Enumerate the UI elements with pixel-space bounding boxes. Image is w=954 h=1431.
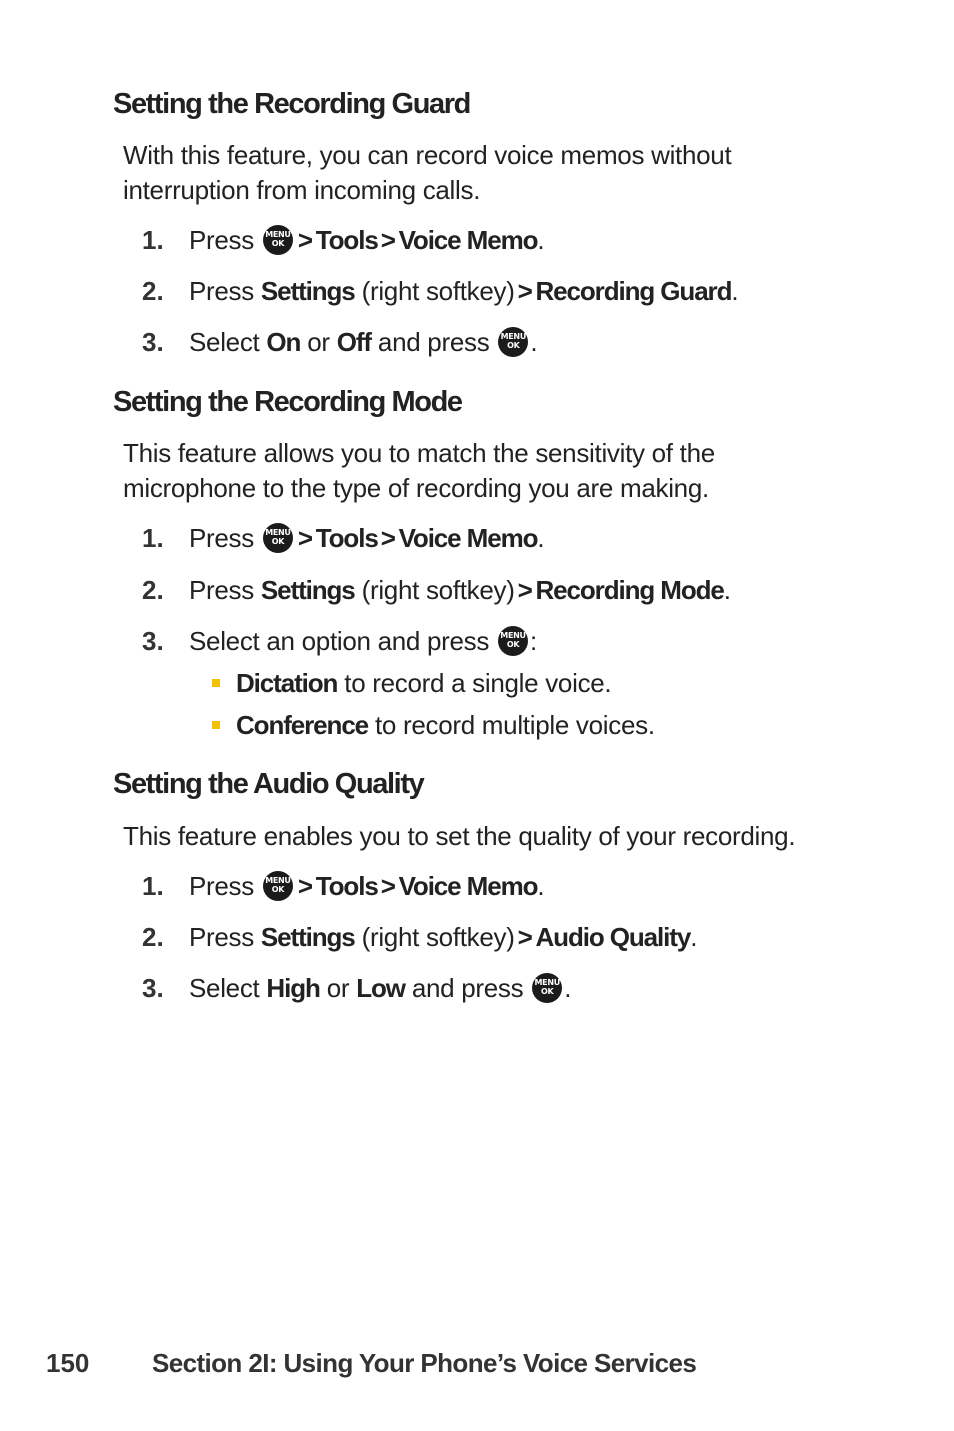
softkey-note: (right softkey) (361, 575, 515, 605)
step-text: Press (189, 575, 254, 605)
step-text: Select (189, 973, 260, 1003)
step-number: 1. (142, 871, 164, 901)
option-on: On (266, 327, 301, 357)
option-conference: Conference (236, 710, 369, 740)
menu-tools: Tools (315, 225, 378, 255)
step-1: 1. Press MENU OK > Tools > Voice Memo. (142, 871, 545, 901)
step-3: 3. Select On or Off and press MENU OK . (142, 327, 538, 357)
step-number: 2. (142, 276, 164, 306)
option-dictation: Dictation (236, 668, 338, 698)
intro-line: interruption from incoming calls. (123, 175, 481, 205)
intro-recording-mode (123, 436, 903, 506)
step-text: Select (189, 327, 260, 357)
step-3: 3. Select an option and press MENU OK : (142, 626, 537, 656)
bullet-item (0, 668, 954, 702)
menu-recording-mode: Recording Mode (535, 575, 724, 605)
step-number: 1. (142, 225, 164, 255)
step-number: 2. (142, 575, 164, 605)
option-high: High (266, 973, 320, 1003)
menu-ok-key-icon: MENU OK (498, 626, 528, 656)
section-title: Section 2I: Using Your Phone’s Voice Services (152, 1348, 697, 1378)
menu-voice-memo: Voice Memo (398, 225, 538, 255)
menu-voice-memo: Voice Memo (398, 871, 538, 901)
step-number: 3. (142, 327, 164, 357)
step-number: 2. (142, 922, 164, 952)
softkey-note: (right softkey) (361, 922, 515, 952)
step-text: Select an option and press (189, 626, 490, 656)
softkey-note: (right softkey) (361, 276, 515, 306)
menu-ok-key-icon: MENU OK (263, 871, 293, 901)
bullet-square-icon (212, 679, 220, 687)
menu-settings: Settings (260, 922, 355, 952)
heading-recording-mode: Setting the Recording Mode (113, 386, 462, 418)
step-1: 1. Press MENU OK > Tools > Voice Memo. (142, 225, 545, 255)
menu-ok-key-icon: MENU OK (263, 523, 293, 553)
chevron-separator: > (297, 871, 313, 901)
chevron-separator: > (517, 575, 533, 605)
page-number: 150 (46, 1348, 90, 1378)
bullet-item (0, 710, 954, 744)
intro-line: With this feature, you can record voice memos without (123, 140, 732, 170)
menu-audio-quality: Audio Quality (535, 922, 691, 952)
step-2: 2. Press Settings (right softkey) > Recording Mode. (142, 575, 731, 605)
page-footer (0, 1348, 954, 1384)
step-text: Press (189, 922, 254, 952)
step-number: 3. (142, 973, 164, 1003)
menu-tools: Tools (315, 871, 378, 901)
chevron-separator: > (380, 523, 396, 553)
intro-recording-guard (123, 138, 903, 208)
step-1: 1. Press MENU OK > Tools > Voice Memo. (142, 523, 545, 553)
step-number: 3. (142, 626, 164, 656)
option-low: Low (356, 973, 405, 1003)
step-text: Press (189, 871, 254, 901)
menu-settings: Settings (260, 276, 355, 306)
intro-line: microphone to the type of recording you are making. (123, 473, 709, 503)
step-text: Press (189, 523, 254, 553)
chevron-separator: > (517, 276, 533, 306)
option-off: Off (336, 327, 371, 357)
step-2: 2. Press Settings (right softkey) > Audio Quality. (142, 922, 698, 952)
menu-ok-key-icon: MENU OK (263, 225, 293, 255)
menu-ok-key-icon: MENU OK (498, 327, 528, 357)
chevron-separator: > (517, 922, 533, 952)
step-3: 3. Select High or Low and press MENU OK . (142, 973, 572, 1003)
heading-audio-quality: Setting the Audio Quality (113, 768, 424, 800)
intro-line: This feature enables you to set the quality of your recording. (123, 821, 796, 851)
menu-settings: Settings (260, 575, 355, 605)
chevron-separator: > (297, 225, 313, 255)
heading-recording-guard: Setting the Recording Guard (113, 88, 470, 120)
chevron-separator: > (380, 871, 396, 901)
menu-tools: Tools (315, 523, 378, 553)
chevron-separator: > (297, 523, 313, 553)
bullet-desc: to record multiple voices. (374, 710, 655, 740)
step-text: Press (189, 276, 254, 306)
intro-line: This feature allows you to match the sensitivity of the (123, 438, 715, 468)
chevron-separator: > (380, 225, 396, 255)
menu-voice-memo: Voice Memo (398, 523, 538, 553)
step-2: 2. Press Settings (right softkey) > Recording Guard. (142, 276, 739, 306)
menu-ok-key-icon: MENU OK (532, 973, 562, 1003)
step-number: 1. (142, 523, 164, 553)
bullet-desc: to record a single voice. (344, 668, 612, 698)
menu-recording-guard: Recording Guard (535, 276, 732, 306)
step-text: Press (189, 225, 254, 255)
bullet-square-icon (212, 721, 220, 729)
intro-audio-quality (123, 819, 903, 854)
